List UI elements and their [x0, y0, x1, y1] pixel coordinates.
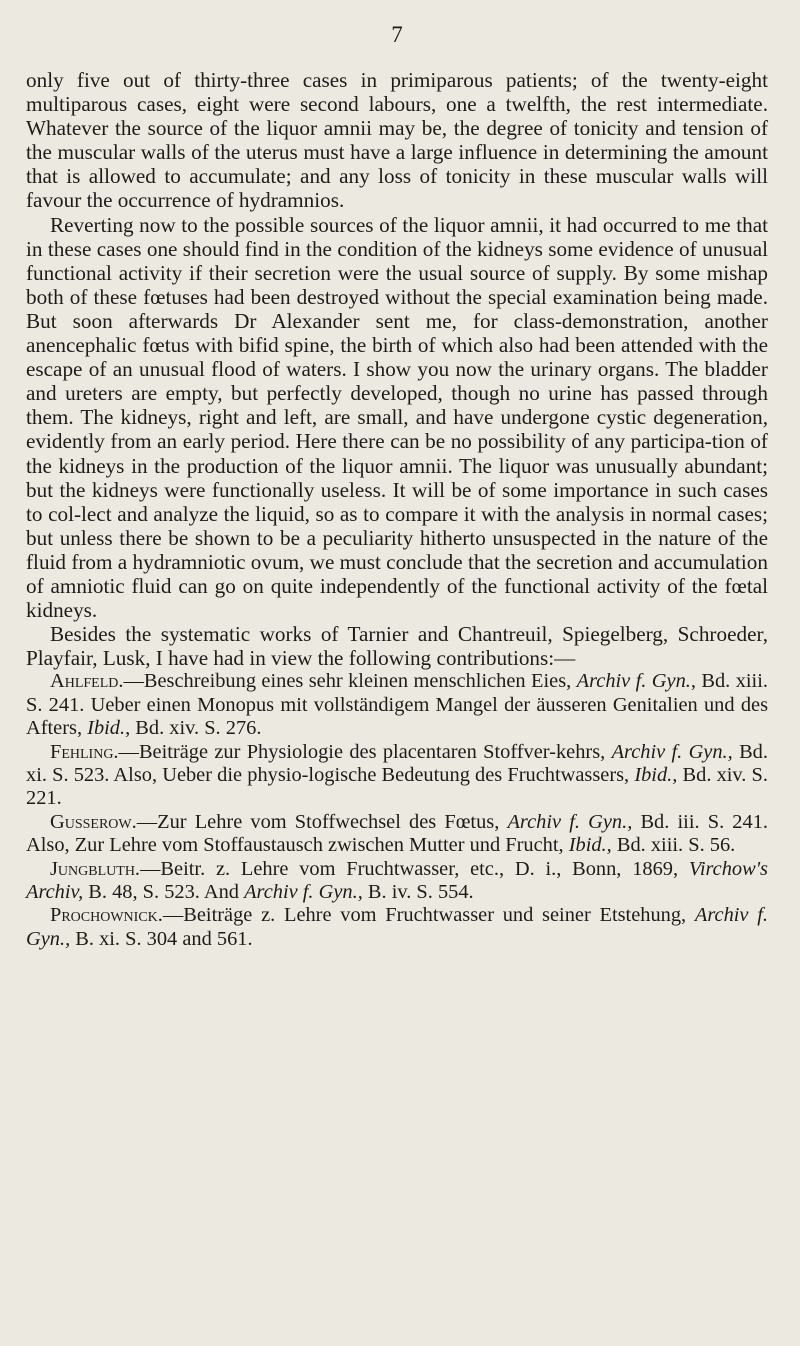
paragraph: only five out of thirty-three cases in primiparous patients; of the twenty-eight multiparous cases, eight were second labours, one a twelfth, the rest intermediate. Whatever the source of the liquor amnii may be, the degree of tonicity and tension of the muscular walls of the uterus must have a large influence in determining the amount that is allowed to accumulate; and any loss of tonicity in these muscular walls will favour the occurrence of hydramnios.	[26, 68, 768, 213]
reference-text: Bd. iii. S. 241. Also, Zur Lehre vom Stoffaustausch zwischen Mutter und Frucht,	[26, 810, 768, 857]
reference-text: —Beitr. z. Lehre vom Fruchtwasser, etc., D. i., Bonn, 1869,	[140, 857, 689, 880]
reference-journal: Archiv f. Gyn.,	[507, 810, 633, 833]
reference-text: B. xi. S. 304 and 561.	[70, 927, 253, 950]
reference-text: B. iv. S. 554.	[362, 881, 474, 903]
reference-text: —Beiträge zur Physiologie des placentaren Stoffver-kehrs,	[118, 740, 612, 763]
reference-journal: Archiv f. Gyn.,	[576, 670, 696, 693]
reference-text: —Beschreibung eines sehr kleinen menschlichen Eies,	[123, 670, 577, 693]
reference-text: Bd. xi. S. 523. Also, Ueber die physio-logische Bedeutung des Fruchtwassers,	[26, 740, 768, 786]
reference-text: Bd. xiv. S. 221.	[26, 763, 768, 810]
reference-journal: Ibid.,	[634, 763, 678, 786]
reference-journal: Archiv f. Gyn.,	[244, 881, 363, 903]
body-text	[26, 68, 768, 670]
reference-text: Bd. xiii. S. 56.	[611, 834, 736, 857]
reference-entry	[26, 904, 768, 951]
reference-author: Ahlfeld.	[50, 670, 124, 693]
reference-text: —Zur Lehre vom Stoffwechsel des Fœtus,	[136, 810, 508, 833]
reference-author: Gusserow.	[50, 810, 137, 833]
reference-list	[26, 670, 768, 951]
paragraph: Reverting now to the possible sources of the liquor amnii, it had occurred to me that in these cases one should find in the condition of the kidneys some evidence of unusual functional activity if their secretion were the usual source of supply. By some mishap both of these fœtuses had been destroyed without the special examination being made. But soon afterwards Dr Alexander sent me, for class-demonstration, another anencephalic fœtus with bifid spine, the birth of which also had been attended with the escape of an unusual flood of waters. I show you now the urinary organs. The bladder and ureters are empty, but perfectly developed, though no urine has passed through them. The kidneys, right and left, are small, and have undergone cystic degeneration, evidently from an early period. Here there can be no possibility of any participa-tion of the kidneys in the production of the liquor amnii. The liquor was unusually abundant; but the kidneys were functionally useless. It will be of some importance in such cases to col-lect and analyze the liquid, so as to compare it with the analysis in normal cases; but unless there be shown to be a peculiarity hitherto unsuspected in the nature of the fluid from a hydramniotic ovum, we must conclude that the secretion and accumulation of amniotic fluid can go on quite independently of the functional activity of the fœtal kidneys.	[26, 212, 768, 623]
reference-journal: Archiv f. Gyn.,	[611, 740, 733, 763]
reference-journal: Archiv f. Gyn.,	[26, 904, 768, 950]
reference-entry	[26, 670, 768, 740]
reference-text: Bd. xiv. S. 276.	[130, 717, 262, 740]
reference-journal: Virchow's Archiv,	[26, 857, 768, 903]
reference-text: Bd. xiii. S. 241. Ueber einen Monopus mit vollständigem Mangel der äusseren Genitalien und des Afters,	[26, 670, 768, 740]
reference-text: —Beiträge z. Lehre vom Fruchtwasser und seiner Etstehung,	[162, 904, 695, 927]
reference-journal: Ibid.,	[87, 717, 131, 740]
paragraph: Besides the systematic works of Tarnier and Chantreuil, Spiegelberg, Schroeder, Playfair, Lusk, I have had in view the following contributions:—	[26, 622, 768, 671]
reference-text: B. 48, S. 523. And	[83, 881, 245, 903]
reference-entry	[26, 811, 768, 858]
reference-author: Prochownick.	[50, 904, 163, 927]
reference-author: Fehling.	[50, 740, 119, 763]
reference-journal: Ibid.,	[568, 834, 612, 857]
reference-entry	[26, 858, 768, 905]
reference-author: Jungbluth.	[50, 857, 141, 880]
reference-entry	[26, 741, 768, 811]
page-number: 7	[391, 22, 403, 47]
